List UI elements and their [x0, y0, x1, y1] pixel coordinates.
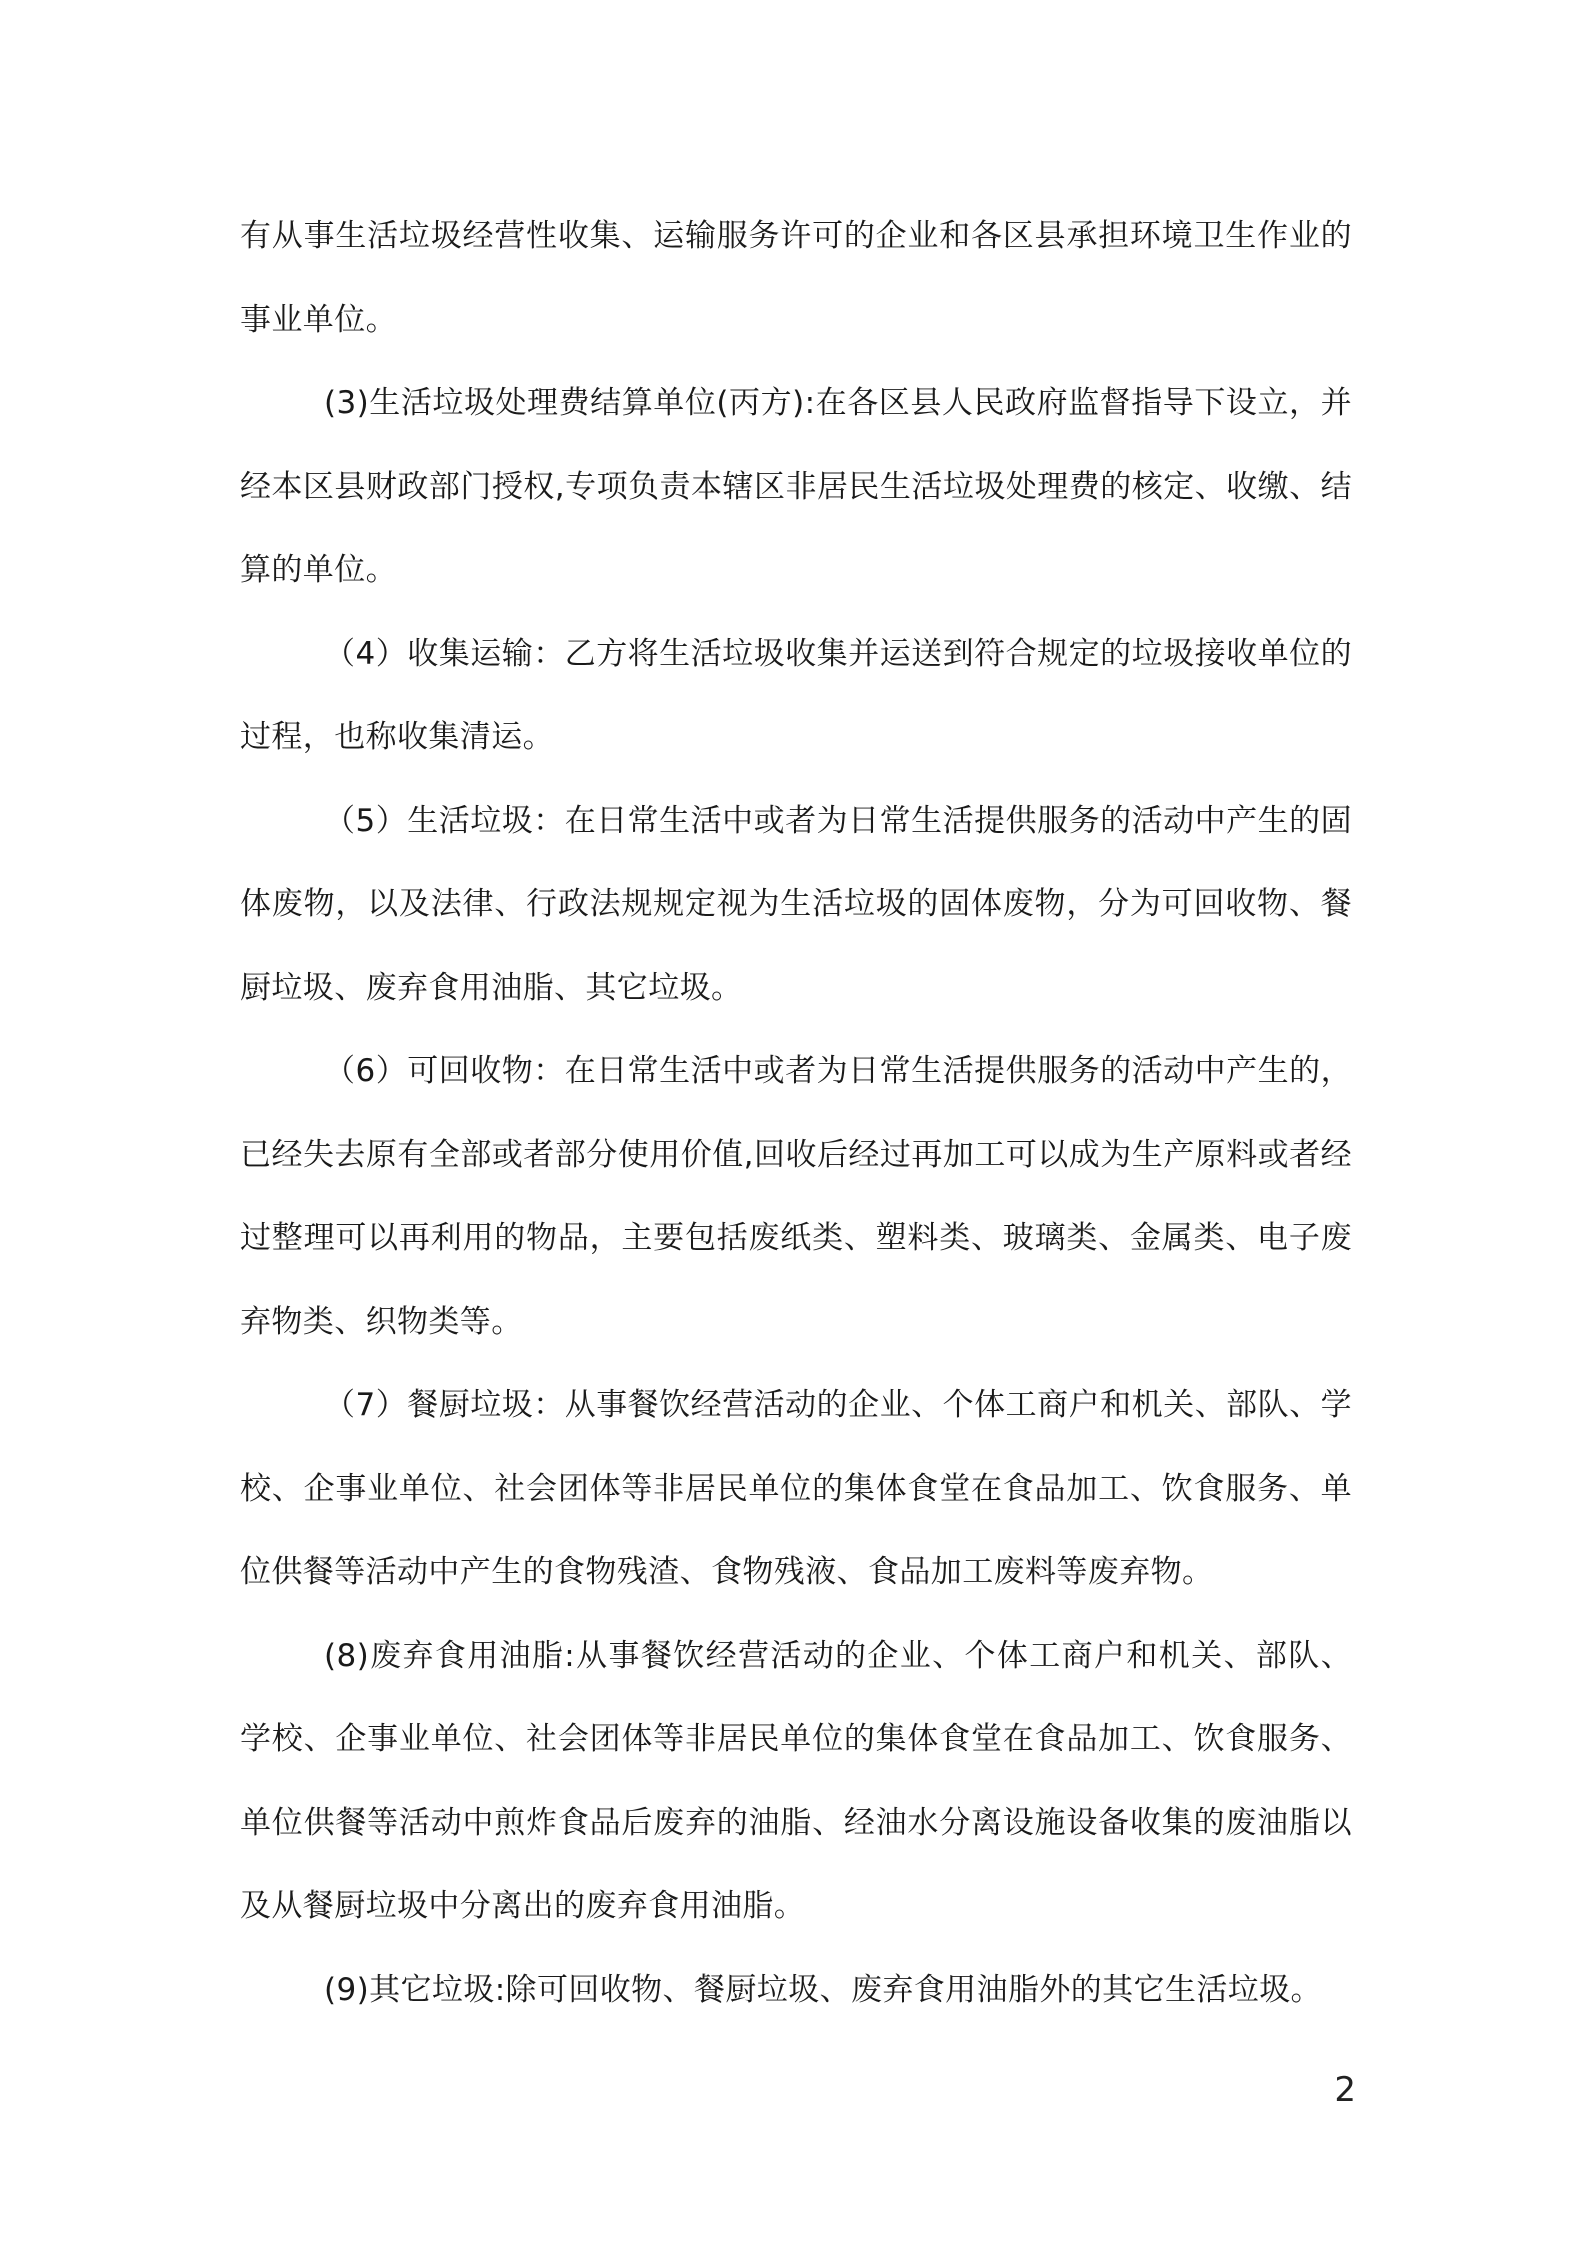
- paragraph-item-8: (8)废弃食用油脂:从事餐饮经营活动的企业、个体工商户和机关、部队、学校、企事业单位、社会团体等非居民单位的集体食堂在食品加工、饮食服务、单位供餐等活动中煎炸食品后废弃的油脂、经油水分离设施设备收集的废油脂以及从餐厨垃圾中分离出的废弃食用油脂。: [240, 1637, 1352, 1924]
- page-number: 2: [1334, 2070, 1356, 2110]
- document-body: [240, 195, 1352, 2032]
- paragraph-item-5: （5）生活垃圾：在日常生活中或者为日常生活提供服务的活动中产生的固体废物，以及法律、行政法规规定视为生活垃圾的固体废物，分为可回收物、餐厨垃圾、废弃食用油脂、其它垃圾。: [240, 802, 1352, 1006]
- paragraph-item-6: （6）可回收物：在日常生活中或者为日常生活提供服务的活动中产生的，已经失去原有全部或者部分使用价值,回收后经过再加工可以成为生产原料或者经过整理可以再利用的物品，主要包括废纸类、塑料类、玻璃类、金属类、电子废弃物类、织物类等。: [240, 1053, 1352, 1340]
- paragraph-continuation: 有从事生活垃圾经营性收集、运输服务许可的企业和各区县承担环境卫生作业的事业单位。: [240, 218, 1352, 338]
- paragraph-item-3: (3)生活垃圾处理费结算单位(丙方):在各区县人民政府监督指导下设立，并经本区县财政部门授权,专项负责本辖区非居民生活垃圾处理费的核定、收缴、结算的单位。: [240, 385, 1352, 588]
- paragraph-item-7: （7）餐厨垃圾：从事餐饮经营活动的企业、个体工商户和机关、部队、学校、企事业单位、社会团体等非居民单位的集体食堂在食品加工、饮食服务、单位供餐等活动中产生的食物残渣、食物残液、食品加工废料等废弃物。: [240, 1387, 1352, 1590]
- paragraph-item-4: （4）收集运输：乙方将生活垃圾收集并运送到符合规定的垃圾接收单位的过程，也称收集清运。: [240, 635, 1352, 755]
- paragraph-item-9: (9)其它垃圾:除可回收物、餐厨垃圾、废弃食用油脂外的其它生活垃圾。: [324, 1971, 1322, 2008]
